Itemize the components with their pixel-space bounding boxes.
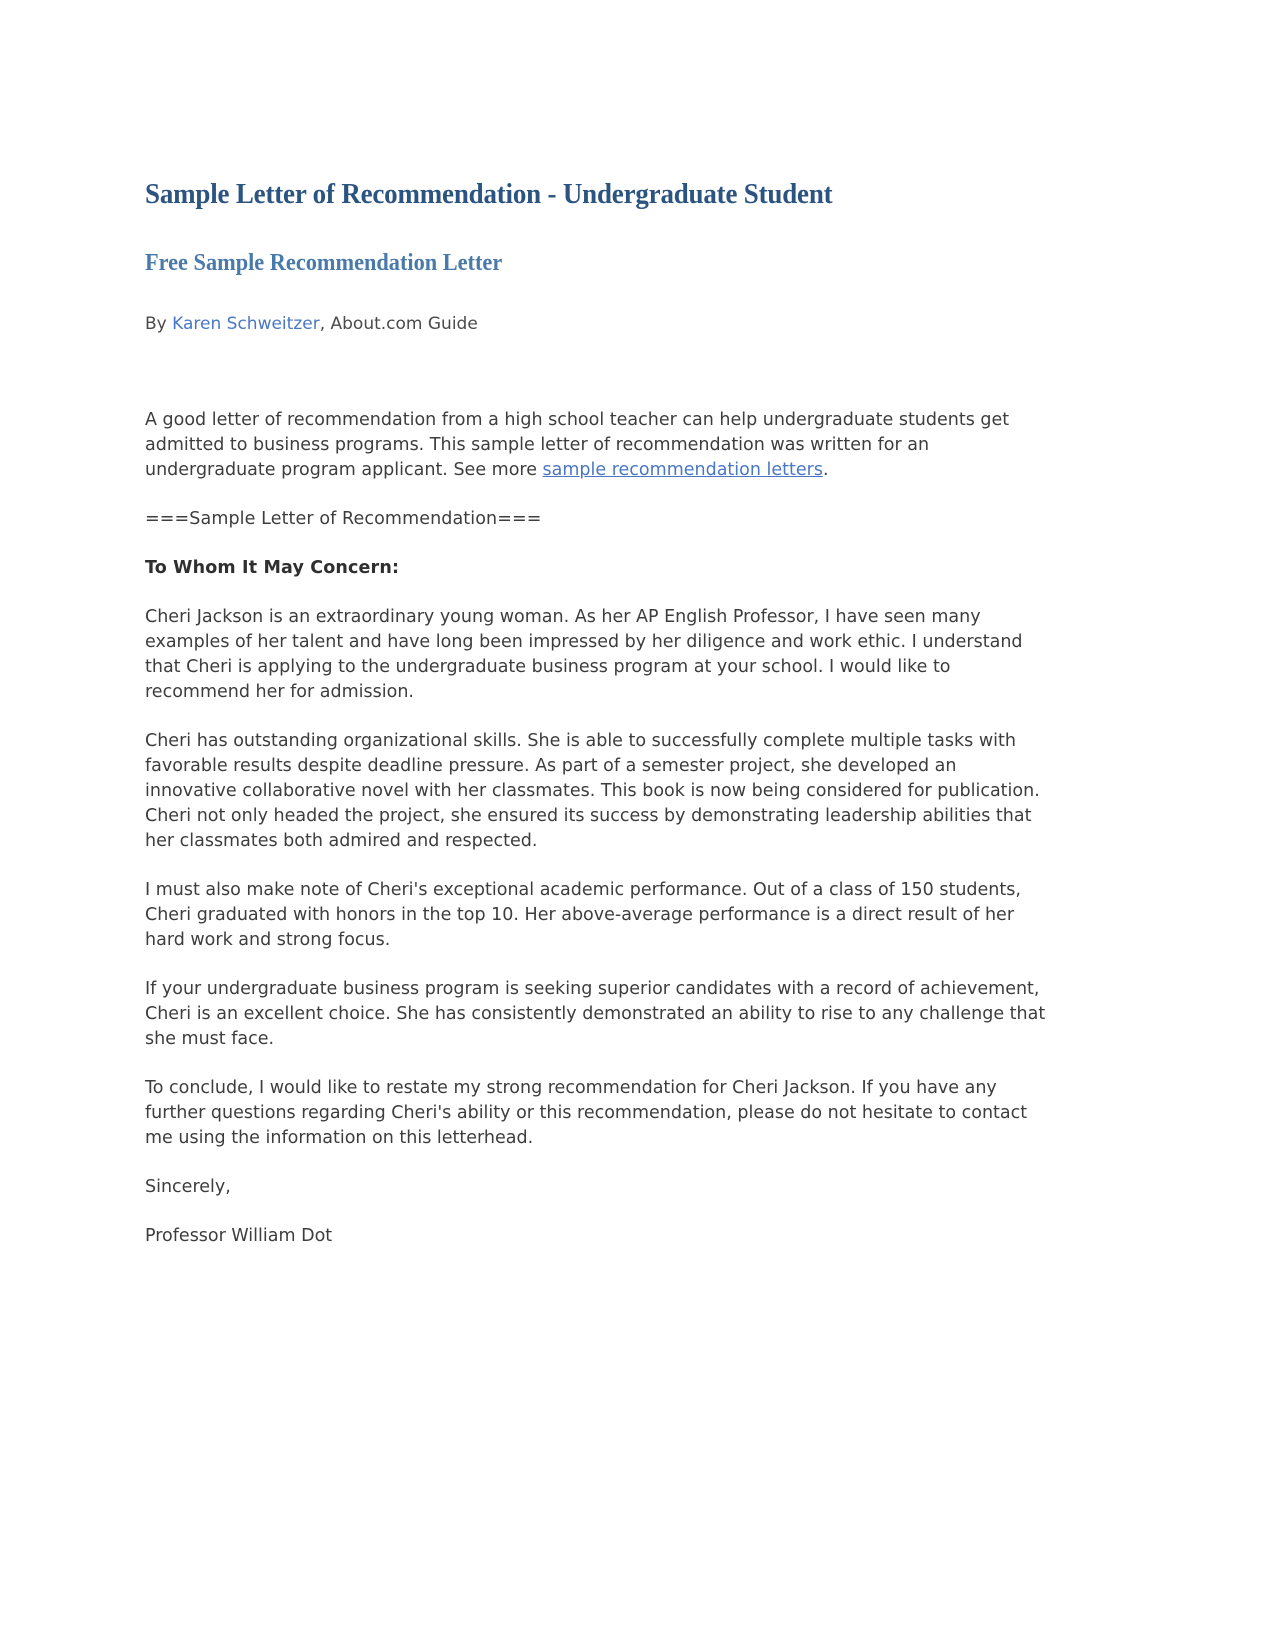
letter-salutation: To Whom It May Concern: [145,558,400,578]
intro-paragraph [145,408,1050,483]
letter-paragraph-2: Cheri has outstanding organizational skills. She is able to successfully complete multiple tasks with favorable results despite deadline pressure. As part of a semester project, she developed an innovative collaborative novel with her classmates. This book is now being considered for publication. Cheri not only headed the project, she ensured its success by demonstrating leadership abilities that her classmates both admired and respected. [145,731,1040,851]
letter-paragraph-5: To conclude, I would like to restate my strong recommendation for Cheri Jackson. If you have any further questions regarding Cheri's ability or this recommendation, please do not hesitate to contact me using the information on this letterhead. [145,1078,1028,1148]
intro-text-before-link: A good letter of recommendation from a high school teacher can help undergraduate students get admitted to business programs. This sample letter of recommendation was written for an undergraduate program applicant. See more [145,410,1010,480]
page-title: Sample Letter of Recommendation - Undergraduate Student [145,178,833,210]
letter-signature: Professor William Dot [145,1226,333,1246]
byline-suffix: , About.com Guide [319,314,478,334]
byline [145,312,1050,336]
letter-paragraph-4: If your undergraduate business program is seeking superior candidates with a record of achievement, Cheri is an excellent choice. She has consistently demonstrated an ability to rise to any challenge that she must face. [145,979,1046,1049]
article-body [145,176,1050,1249]
letter-paragraph-1: Cheri Jackson is an extraordinary young woman. As her AP English Professor, I have seen many examples of her talent and have long been impressed by her diligence and work ethic. I understand that Cheri is applying to the undergraduate business program at your school. I would like to recommend her for admission. [145,607,1023,702]
sample-recommendation-letters-link[interactable]: sample recommendation letters [542,460,823,480]
byline-prefix: By [145,314,173,334]
section-marker: ===Sample Letter of Recommendation=== [145,509,542,529]
author-link[interactable]: Karen Schweitzer [172,314,320,334]
page-subtitle: Free Sample Recommendation Letter [145,250,503,276]
letter-sign-off: Sincerely, [145,1177,231,1197]
article-content [145,408,1050,1249]
letter-paragraph-3: I must also make note of Cheri's exceptional academic performance. Out of a class of 150 students, Cheri graduated with honors in the top 10. Her above-average performance is a direct result of her hard work and strong focus. [145,880,1021,950]
intro-text-after-link: . [822,460,829,480]
